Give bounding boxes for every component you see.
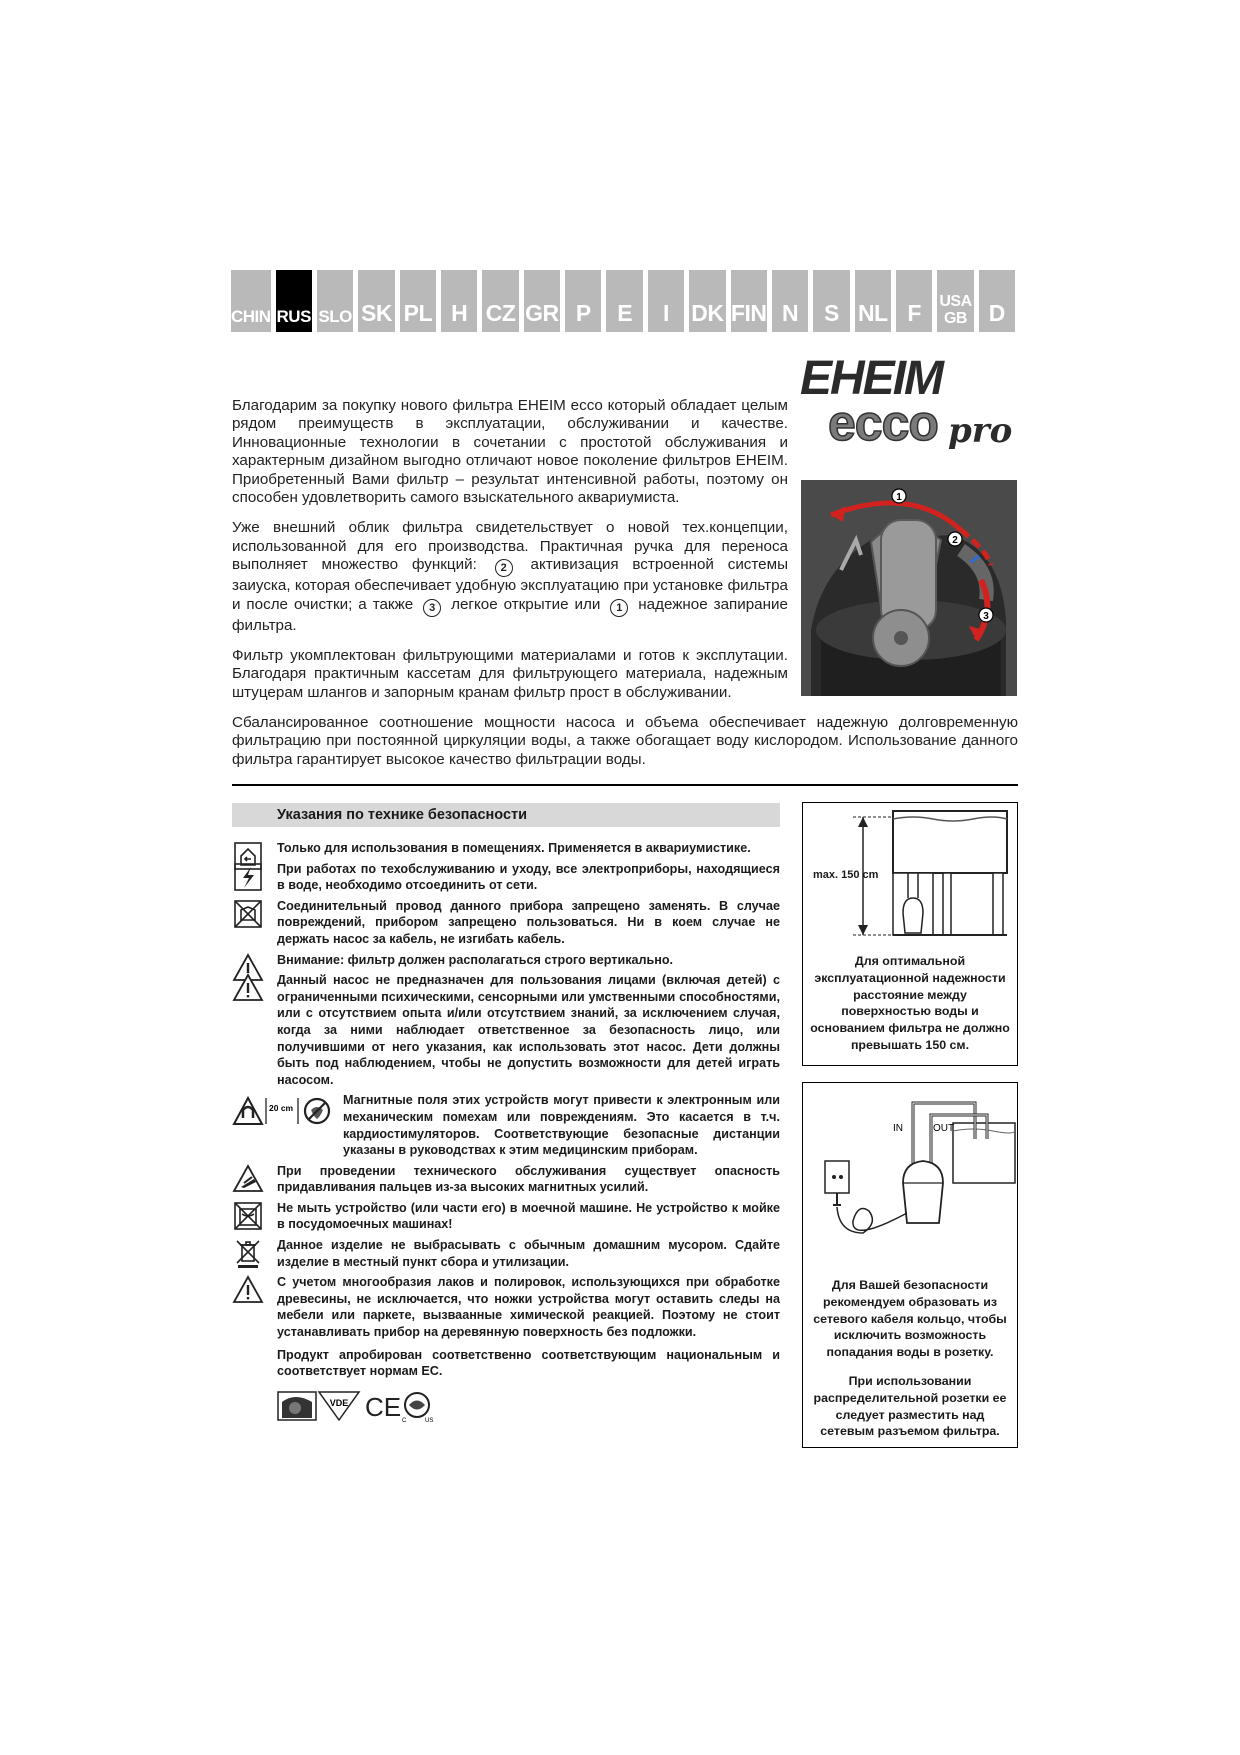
no-dishwasher-icon [232,1200,264,1232]
loop-caption-1: Для Вашей безопасности рекомендуем образовать из сетевого кабеля кольцо, чтобы исключить возможность попадания воды в розетку. [813,1278,1007,1360]
photo-marker-3: 3 [983,611,989,622]
safety-item [232,1200,780,1233]
csa-mark-icon [402,1393,433,1424]
safety-loop-box [802,1082,1018,1448]
vde-mark-icon [319,1392,359,1420]
language-tab-line: GB [943,310,967,327]
height-info-box [802,802,1018,1066]
marker-1: 1 [610,599,628,617]
safety-item-text: С учетом многообразия лаков и полировок, использующихся при обработке древесины, не исключается, что ножки устройства могут оставить следы на мебели или паркете, вызваанные химической реакцией. Поэтому не стоит устанавливать прибор на деревянную поверхность без подложки. [277,1275,780,1340]
safety-item-text: Данное изделие не выбрасывать с обычным домашним мусором. Сдайте изделие в местный пункт сбора и утилизации. [277,1238,780,1269]
safety-item-text: При проведении технического обслуживания существует опасность придавливания пальцев из-за высоких магнитных усилий. [277,1163,780,1195]
intro-paragraph-4: Сбалансированное соотношение мощности насоса и объема обеспечивает надежную долговременную фильтрацию при постоянной циркуляции воды, а также обогащает воду кислородом. Использование данного фильтра гарантирует высокое качество фильтрации воды. [232,714,1018,768]
marker-2: 2 [495,559,513,577]
safety-item-text: Данный насос не предназначен для пользования лицами (включая детей) с ограниченными психическими, сенсорными или умственными способностями, или с отсутствием опыта и/или отсутствием знаний, за исключением случая, когда за ними наблюдает ответственное за безопасность лицо, или получившими от него указания, как использовать этот насос. Дети должны быть под наблюдением, чтобы не допустить возможности для детей играть насосом. [277,973,780,1087]
safety-item-text: Соединительный провод данного прибора запрещено заменять. В случае повреждений, прибором запрещено пользоваться. Ни в коем случае не держать насос за кабель, не изгибать кабель. [277,898,780,946]
warning-icon [232,972,264,1004]
photo-marker-1: 1 [896,492,902,503]
safety-item [232,861,780,894]
safety-item-text: При работах по техобслуживанию и уходу, все электроприборы, находящиеся в воде, необходимо отсоединить от сети. [277,861,780,893]
intro-text [232,397,788,702]
language-tab-fin[interactable]: FIN [731,270,767,332]
safety-item [232,1237,780,1270]
magnet-distance: 20 cm [269,1103,294,1114]
max-height-label: max. 150 cm [813,869,879,881]
electric-hazard-icon [232,861,264,893]
language-tab-usa-gb[interactable] [937,270,973,332]
vde-label: VDE [329,1397,349,1408]
safety-item [232,840,780,857]
photo-marker-2: 2 [952,535,958,546]
magnetic-field-icons [232,1094,336,1126]
language-tab-n[interactable]: N [772,270,808,332]
safety-title: Указания по технике безопасности [232,803,780,827]
height-info-caption: Для оптимальной эксплуатационной надежности расстояние между поверхностью воды и основанием фильтра не должно превышать 150 см. [810,954,1010,1052]
safety-item-text: Внимание: фильтр должен располагаться строго вертикально. [277,952,674,967]
language-tab-i[interactable]: I [648,270,684,332]
warning-icon [232,1274,264,1306]
language-tab-cz[interactable]: CZ [482,270,518,332]
safety-item [232,898,780,948]
out-label: OUT [933,1123,955,1134]
language-tab-line: USA [939,293,972,310]
gs-mark-icon [278,1392,316,1420]
no-cable-replace-icon [232,898,264,930]
language-tab-f[interactable]: F [896,270,932,332]
certification-marks [277,1388,477,1424]
logo-brand: EHEIM [800,352,943,405]
crossed-bin-icon [232,1237,264,1269]
language-tab-slo[interactable]: SLO [317,270,353,332]
language-tab-pl[interactable]: PL [400,270,436,332]
logo-suffix: pro [948,411,1013,451]
safety-item [232,972,780,1088]
safety-item-magnet-text: Магнитные поля этих устройств могут привести к электронным или механическим помехам или повреждениям. Это касается в т.ч. кардиостимуляторов. Соответствующие безопасные дистанции указаны в руководствах к этим медицинским приборам. [343,1093,780,1158]
safety-item-text: Только для использования в помещениях. Применяется в аквариумистике. [277,841,751,855]
language-tab-d[interactable]: D [979,270,1015,332]
language-tab-nl[interactable]: NL [855,270,891,332]
language-tabs [231,270,1015,332]
marker-3: 3 [423,599,441,617]
csa-us-label: US [425,1417,434,1424]
language-tab-p[interactable]: P [565,270,601,332]
language-tab-e[interactable]: E [606,270,642,332]
csa-c-label: C [402,1417,407,1424]
safety-item [232,1274,780,1340]
logo-product: ecco [828,395,938,451]
safety-item-magnet [232,1092,780,1158]
intro-paragraph-2: Уже внешний облик фильтра свидетельствует о новой тех.концепции, использованной для его производства. Практичная ручка для переноса выполняет множество функций: 2 активизация встроенной системы заиуска, которая обеспечивает удобную эксплуатацию при установке фильтра и после очистки; а также 3 легкое открытие или 1 надежное запирание фильтра. [232,519,788,634]
section-divider [232,784,1018,786]
filter-handle-photo [801,480,1017,696]
intro-paragraph-1: Благодарим за покупку нового фильтра EHEIM ecco который обладает целым рядом преимуществ в эксплуатации, обслуживании и качестве. Инновационные технологии в сочетании с простотой обслуживания и характерным дизайном выгодно отличают новое поколение фильтров EHEIM. Приобретенный Вами фильтр – результат интенсивной работы, поэтому он способен удовлетворить самого взыскательного аквариумиста. [232,397,788,507]
language-tab-gr[interactable]: GR [524,270,560,332]
language-tab-chin[interactable]: CHIN [231,270,271,332]
ce-mark: CE [365,1391,402,1422]
language-tab-s[interactable]: S [813,270,849,332]
pinch-hazard-icon [232,1163,264,1195]
language-tab-dk[interactable]: DK [689,270,725,332]
intro-paragraph-4-wrapper [232,714,1018,769]
language-tab-h[interactable]: H [441,270,477,332]
safety-item-text: Не мыть устройство (или части его) в моечной машине. Не устройство к мойке в посудомоечных машинах! [277,1200,780,1232]
loop-caption-2: При использовании распределительной розетки ее следует разместить над сетевым разъемом фильтра. [813,1374,1007,1439]
safety-item [232,952,780,969]
in-label: IN [893,1123,903,1134]
approval-text: Продукт апробирован соответственно соответствующим национальным и соответствует нормам ЕС. [277,1347,780,1379]
drip-loop-diagram [803,1083,1017,1273]
language-tab-rus[interactable]: RUS [276,270,312,332]
language-tab-sk[interactable]: SK [358,270,394,332]
safety-item [232,1163,780,1196]
safety-list [232,840,780,1429]
intro-paragraph-3: Фильтр укомплектован фильтрующими материалами и готов к эксплутации. Благодаря практичным кассетам для фильтрующего материала, надежным штуцерам шлангов и запорным кранам фильтр прост в обслуживании. [232,647,788,701]
eheim-ecco-pro-logo [800,352,1018,456]
